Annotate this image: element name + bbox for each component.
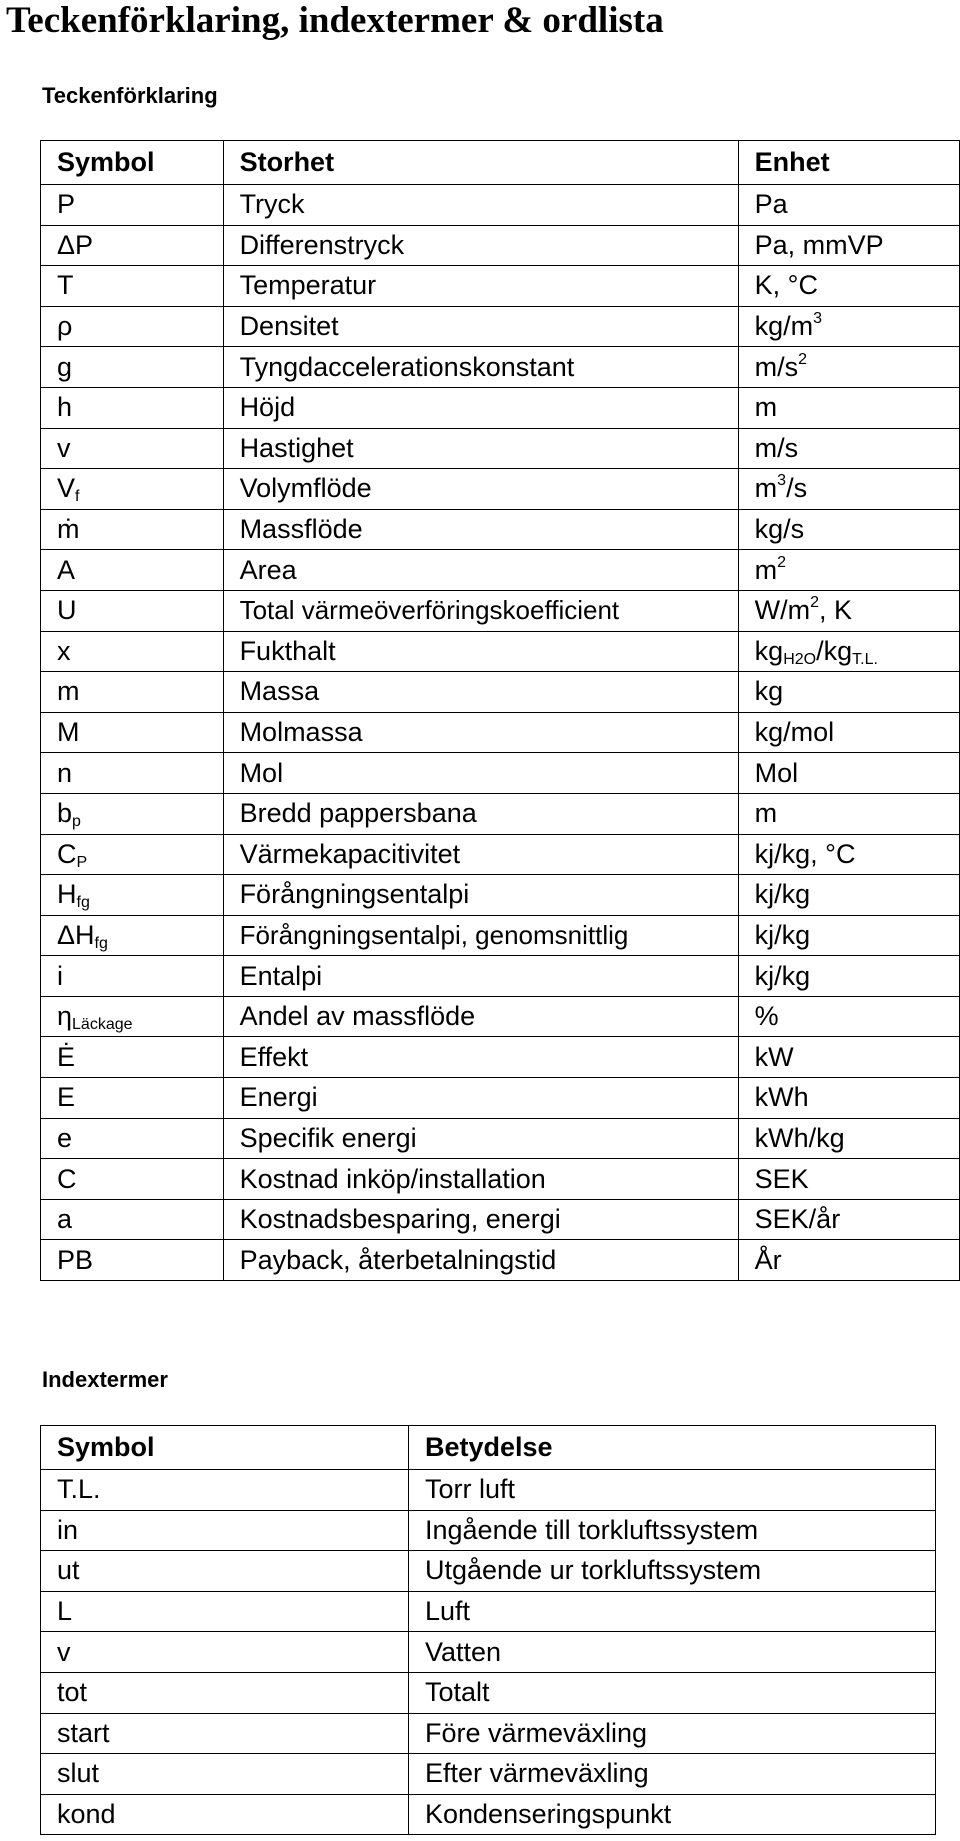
- quantity-cell: Massflöde: [223, 509, 738, 550]
- table-row: [41, 469, 960, 510]
- table-row: [41, 1632, 936, 1673]
- quantity-cell: Differenstryck: [223, 225, 738, 266]
- symbol-cell: [41, 956, 224, 997]
- unit-cell: [738, 1159, 959, 1200]
- index-meaning-cell: Kondenseringspunkt: [409, 1794, 936, 1835]
- table-row: [41, 550, 960, 591]
- table-row: [41, 1078, 960, 1119]
- unit-text: m/s: [754, 351, 799, 382]
- symbol-text: T: [57, 270, 74, 301]
- symbol-subscript: fg: [76, 894, 90, 912]
- table-row: [41, 1118, 960, 1159]
- symbol-text: Ė: [57, 1041, 76, 1072]
- symbol-cell: [41, 996, 224, 1037]
- unit-text: kg/s: [754, 514, 805, 545]
- unit-cell: [738, 996, 959, 1037]
- symbol-text: e: [57, 1122, 73, 1153]
- symbol-text: x: [57, 635, 71, 666]
- unit-text: Pa, mmVP: [754, 229, 884, 260]
- symbol-cell: [41, 672, 224, 713]
- symbol-text: g: [57, 351, 73, 382]
- quantity-cell: Entalpi: [223, 956, 738, 997]
- quantity-cell: Fukthalt: [223, 631, 738, 672]
- index-symbol-cell: slut: [41, 1754, 409, 1795]
- table-row: [41, 875, 960, 916]
- quantity-cell: Payback, återbetalningstid: [223, 1240, 738, 1281]
- unit-suffix: , K: [819, 595, 853, 626]
- table-header-row: [41, 141, 960, 185]
- symbol-cell: [41, 1240, 224, 1281]
- symbol-text: A: [57, 554, 76, 585]
- quantity-cell: Mol: [223, 753, 738, 794]
- unit-superscript: 3: [777, 472, 787, 490]
- index-symbol-cell: T.L.: [41, 1470, 409, 1511]
- unit-cell: [738, 590, 959, 631]
- unit-text: m: [754, 473, 778, 504]
- index-meaning-cell: Utgående ur torkluftssystem: [409, 1551, 936, 1592]
- index-meaning-cell: Totalt: [409, 1672, 936, 1713]
- column-header-quantity: Storhet: [223, 141, 738, 185]
- symbol-subscript: f: [75, 488, 80, 506]
- table-row: [41, 1794, 936, 1835]
- column-header-symbol: Symbol: [41, 1426, 409, 1470]
- unit-text: SEK: [754, 1163, 809, 1194]
- table-row: [41, 631, 960, 672]
- quantity-cell: Specifik energi: [223, 1118, 738, 1159]
- quantity-cell: Tryck: [223, 185, 738, 226]
- quantity-cell: Kostnad inköp/installation: [223, 1159, 738, 1200]
- symbol-text: E: [57, 1082, 76, 1113]
- symbols-table: [40, 140, 960, 1281]
- table-row: [41, 1591, 936, 1632]
- quantity-cell: Area: [223, 550, 738, 591]
- quantity-cell: Molmassa: [223, 712, 738, 753]
- unit-cell: [738, 793, 959, 834]
- table-row: [41, 1510, 936, 1551]
- unit-text: m/s: [754, 432, 799, 463]
- table-row: [41, 956, 960, 997]
- table-row: [41, 387, 960, 428]
- table-row: [41, 793, 960, 834]
- symbol-cell: [41, 428, 224, 469]
- unit-text: W/m: [754, 595, 811, 626]
- symbol-cell: [41, 1159, 224, 1200]
- column-header-unit: Enhet: [738, 141, 959, 185]
- unit-text: m: [754, 798, 778, 829]
- unit-text: kj/kg: [754, 879, 811, 910]
- quantity-cell: Förångningsentalpi: [223, 875, 738, 916]
- quantity-cell: Kostnadsbesparing, energi: [223, 1199, 738, 1240]
- index-meaning-cell: Luft: [409, 1591, 936, 1632]
- symbol-text: ṁ: [57, 514, 80, 545]
- unit-text: SEK/år: [754, 1204, 841, 1235]
- unit-cell: [738, 1240, 959, 1281]
- table-row: [41, 1672, 936, 1713]
- table-row: [41, 915, 960, 956]
- table-row: [41, 347, 960, 388]
- unit-cell: [738, 1078, 959, 1119]
- table-row: [41, 225, 960, 266]
- quantity-cell: Hastighet: [223, 428, 738, 469]
- column-header-meaning: Betydelse: [409, 1426, 936, 1470]
- quantity-cell: Volymflöde: [223, 469, 738, 510]
- unit-cell: [738, 509, 959, 550]
- unit-text: kW: [754, 1041, 794, 1072]
- unit-text: kWh/kg: [754, 1122, 845, 1153]
- quantity-cell: Densitet: [223, 306, 738, 347]
- unit-text: kg/mol: [754, 717, 835, 748]
- symbol-text: η: [57, 1001, 73, 1032]
- symbol-text: C: [57, 838, 77, 869]
- unit-cell: [738, 712, 959, 753]
- symbol-text: b: [57, 798, 73, 829]
- table-row: [41, 996, 960, 1037]
- index-meaning-cell: Ingående till torkluftssystem: [409, 1510, 936, 1551]
- unit-cell: [738, 185, 959, 226]
- unit-suffix: /kg: [816, 635, 853, 666]
- quantity-cell: Effekt: [223, 1037, 738, 1078]
- symbol-text: V: [57, 473, 76, 504]
- unit-cell: [738, 631, 959, 672]
- symbol-cell: [41, 469, 224, 510]
- symbol-text: n: [57, 757, 73, 788]
- index-symbol-cell: kond: [41, 1794, 409, 1835]
- symbol-subscript: P: [76, 853, 88, 871]
- unit-text: kg/m: [754, 311, 814, 342]
- symbol-text: h: [57, 392, 73, 423]
- unit-text: %: [754, 1001, 779, 1032]
- symbol-text: C: [57, 1163, 77, 1194]
- symbols-heading: Teckenförklaring: [42, 83, 218, 108]
- unit-text: kj/kg, °C: [754, 838, 856, 869]
- unit-cell: [738, 1037, 959, 1078]
- unit-text: kj/kg: [754, 960, 811, 991]
- symbol-cell: [41, 185, 224, 226]
- quantity-cell: Värmekapacitivitet: [223, 834, 738, 875]
- symbol-cell: [41, 550, 224, 591]
- quantity-cell: Tyngdaccelerationskonstant: [223, 347, 738, 388]
- symbol-cell: [41, 753, 224, 794]
- table-row: [41, 712, 960, 753]
- symbol-cell: [41, 915, 224, 956]
- symbol-cell: [41, 712, 224, 753]
- table-row: [41, 185, 960, 226]
- symbol-cell: [41, 1118, 224, 1159]
- symbol-text: v: [57, 432, 71, 463]
- index-symbol-cell: L: [41, 1591, 409, 1632]
- symbol-cell: [41, 509, 224, 550]
- index-meaning-cell: Före värmeväxling: [409, 1713, 936, 1754]
- symbol-subscript: fg: [94, 934, 108, 952]
- unit-text: kj/kg: [754, 919, 811, 950]
- table-row: [41, 1754, 936, 1795]
- unit-text: kWh: [754, 1082, 809, 1113]
- unit-subscript: H2O: [783, 650, 817, 668]
- symbol-cell: [41, 225, 224, 266]
- symbol-text: U: [57, 595, 77, 626]
- symbol-cell: [41, 834, 224, 875]
- unit-text: kg: [754, 635, 784, 666]
- table-row: [41, 1240, 960, 1281]
- table-row: [41, 1713, 936, 1754]
- quantity-cell: Förångningsentalpi, genomsnittlig: [223, 915, 738, 956]
- unit-cell: [738, 1118, 959, 1159]
- index-symbol-cell: v: [41, 1632, 409, 1673]
- table-row: [41, 672, 960, 713]
- symbol-cell: [41, 1078, 224, 1119]
- table-header-row: [41, 1426, 936, 1470]
- symbol-text: P: [57, 189, 76, 220]
- unit-text: m: [754, 392, 778, 423]
- index-symbol-cell: in: [41, 1510, 409, 1551]
- unit-cell: [738, 469, 959, 510]
- unit-cell: [738, 834, 959, 875]
- unit-superscript: 2: [798, 350, 808, 368]
- page-title: Teckenförklaring, indextermer & ordlista: [6, 0, 664, 41]
- index-terms-table: [40, 1425, 936, 1835]
- unit-cell: [738, 306, 959, 347]
- symbol-cell: [41, 1199, 224, 1240]
- symbol-text: H: [57, 879, 77, 910]
- unit-cell: [738, 753, 959, 794]
- unit-cell: [738, 1199, 959, 1240]
- table-row: [41, 266, 960, 307]
- unit-cell: [738, 225, 959, 266]
- unit-cell: [738, 347, 959, 388]
- quantity-cell: Temperatur: [223, 266, 738, 307]
- index-terms-heading: Indextermer: [42, 1367, 168, 1392]
- symbol-text: PB: [57, 1244, 94, 1275]
- table-row: [41, 1551, 936, 1592]
- quantity-cell: Bredd pappersbana: [223, 793, 738, 834]
- unit-text: Pa: [754, 189, 788, 220]
- table-row: [41, 1159, 960, 1200]
- symbol-text: i: [57, 960, 63, 991]
- unit-cell: [738, 266, 959, 307]
- column-header-symbol: Symbol: [41, 141, 224, 185]
- index-meaning-cell: Vatten: [409, 1632, 936, 1673]
- symbol-cell: [41, 793, 224, 834]
- table-row: [41, 834, 960, 875]
- unit-cell: [738, 915, 959, 956]
- table-row: [41, 590, 960, 631]
- unit-text: K, °C: [754, 270, 818, 301]
- index-meaning-cell: Torr luft: [409, 1470, 936, 1511]
- unit-cell: [738, 672, 959, 713]
- index-meaning-cell: Efter värmeväxling: [409, 1754, 936, 1795]
- quantity-cell: Total värmeöverföringskoefficient: [223, 590, 738, 631]
- unit-suffix: /s: [786, 473, 808, 504]
- unit-text: Mol: [754, 757, 799, 788]
- unit-cell: [738, 956, 959, 997]
- symbol-text: ΔP: [57, 229, 94, 260]
- symbol-cell: [41, 347, 224, 388]
- index-symbol-cell: start: [41, 1713, 409, 1754]
- index-symbol-cell: ut: [41, 1551, 409, 1592]
- unit-superscript: 3: [813, 310, 823, 328]
- table-row: [41, 1037, 960, 1078]
- quantity-cell: Andel av massflöde: [223, 996, 738, 1037]
- symbol-cell: [41, 306, 224, 347]
- quantity-cell: Massa: [223, 672, 738, 713]
- table-row: [41, 1199, 960, 1240]
- unit-text: kg: [754, 676, 784, 707]
- unit-subscript: T.L.: [852, 650, 878, 668]
- symbol-text: ΔH: [57, 919, 95, 950]
- symbol-cell: [41, 631, 224, 672]
- symbol-text: ρ: [57, 311, 73, 342]
- index-symbol-cell: tot: [41, 1672, 409, 1713]
- table-row: [41, 509, 960, 550]
- unit-cell: [738, 550, 959, 591]
- symbol-text: M: [57, 717, 80, 748]
- symbol-text: m: [57, 676, 80, 707]
- unit-cell: [738, 387, 959, 428]
- table-row: [41, 428, 960, 469]
- quantity-cell: Höjd: [223, 387, 738, 428]
- symbol-subscript: Läckage: [72, 1016, 133, 1034]
- table-row: [41, 753, 960, 794]
- unit-text: År: [754, 1244, 782, 1275]
- table-row: [41, 1470, 936, 1511]
- symbol-cell: [41, 266, 224, 307]
- symbol-cell: [41, 387, 224, 428]
- symbol-cell: [41, 590, 224, 631]
- symbol-text: a: [57, 1204, 73, 1235]
- quantity-cell: Energi: [223, 1078, 738, 1119]
- symbol-cell: [41, 1037, 224, 1078]
- unit-cell: [738, 428, 959, 469]
- symbol-cell: [41, 875, 224, 916]
- unit-text: m: [754, 554, 778, 585]
- unit-superscript: 2: [777, 553, 787, 571]
- unit-superscript: 2: [810, 594, 820, 612]
- unit-cell: [738, 875, 959, 916]
- symbol-subscript: p: [72, 813, 81, 831]
- table-row: [41, 306, 960, 347]
